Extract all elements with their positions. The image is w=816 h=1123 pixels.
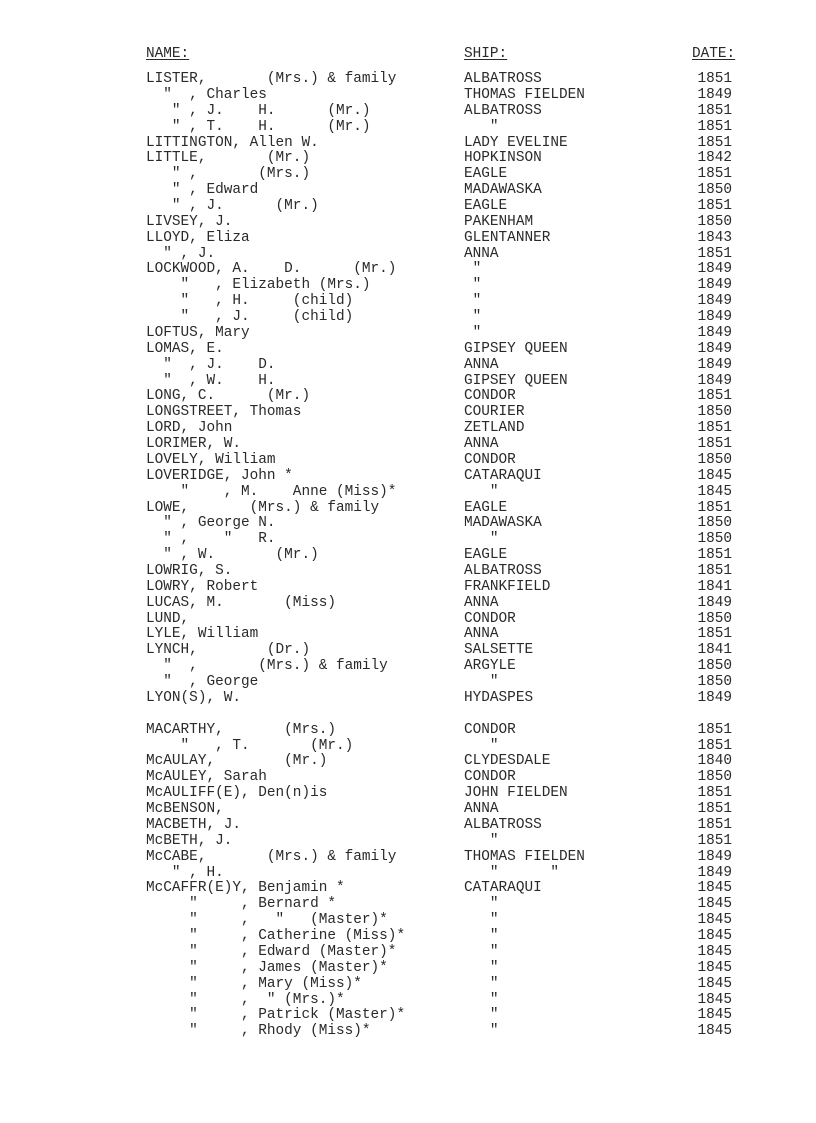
list-item — [0, 373, 816, 389]
list-item — [0, 992, 816, 1008]
ship-name: CATARAQUI — [464, 880, 542, 897]
ship-name: CATARAQUI — [464, 467, 542, 484]
ship-name: PAKENHAM — [464, 213, 534, 230]
arrival-date: 1851 — [697, 420, 732, 437]
arrival-date: 1849 — [697, 261, 732, 278]
list-item — [0, 436, 816, 452]
ship-name: EAGLE — [464, 166, 508, 183]
ship-name: ANNA — [464, 801, 499, 817]
passenger-name: " , Bernard * — [146, 896, 336, 913]
passenger-name: LORIMER, W. — [146, 436, 241, 452]
list-item — [0, 87, 816, 103]
arrival-date: 1849 — [697, 293, 732, 310]
ship-name: ZETLAND — [464, 420, 525, 437]
arrival-date: 1849 — [697, 848, 732, 865]
passenger-name: LOFTUS, Mary — [146, 324, 250, 341]
arrival-date: 1850 — [697, 404, 732, 421]
list-item — [0, 420, 816, 436]
ship-name: EAGLE — [464, 499, 508, 516]
arrival-date: 1849 — [697, 372, 732, 389]
list-item — [0, 928, 816, 944]
passenger-name: LIVSEY, J. — [146, 213, 233, 230]
ship-name: " — [464, 674, 499, 691]
ship-column-header: SHIP: — [464, 46, 508, 62]
list-item — [0, 277, 816, 293]
column-headers — [0, 46, 816, 62]
ship-name: ANNA — [464, 594, 499, 611]
ship-name: LADY EVELINE — [464, 134, 568, 151]
passenger-name: LOVERIDGE, John * — [146, 467, 293, 484]
ship-name: ANNA — [464, 356, 499, 373]
ship-name: HYDASPES — [464, 689, 534, 706]
ship-name: ANNA — [464, 436, 499, 452]
arrival-date: 1851 — [697, 721, 732, 738]
passenger-name: " , Rhody (Miss)* — [146, 1023, 371, 1040]
list-item — [0, 865, 816, 881]
passenger-name: LOMAS, E. — [146, 340, 224, 357]
passenger-name: " , M. Anne (Miss)* — [146, 483, 397, 500]
ship-name: " — [464, 832, 499, 849]
arrival-date: 1850 — [697, 674, 732, 691]
ship-name: " — [464, 975, 499, 992]
passenger-name: MACBETH, J. — [146, 816, 241, 833]
arrival-date: 1845 — [697, 943, 732, 960]
list-item — [0, 738, 816, 754]
arrival-date: 1842 — [697, 150, 732, 167]
list-item — [0, 626, 816, 642]
ship-name: MADAWASKA — [464, 515, 542, 532]
ship-name: ANNA — [464, 626, 499, 643]
list-item — [0, 976, 816, 992]
arrival-date: 1845 — [697, 975, 732, 992]
list-item — [0, 658, 816, 674]
arrival-date: 1849 — [697, 86, 732, 103]
ship-name: ANNA — [464, 245, 499, 262]
arrival-date: 1845 — [697, 880, 732, 897]
list-item — [0, 531, 816, 547]
arrival-date: 1849 — [697, 689, 732, 706]
passenger-name: " , Edward (Master)* — [146, 943, 397, 960]
list-item — [0, 357, 816, 373]
list-item — [0, 912, 816, 928]
list-item — [0, 642, 816, 658]
ship-name: EAGLE — [464, 547, 508, 564]
ship-name: " — [464, 531, 499, 548]
list-item — [0, 896, 816, 912]
arrival-date: 1851 — [697, 436, 732, 452]
list-item — [0, 182, 816, 198]
passenger-name: LOWE, (Mrs.) & family — [146, 499, 380, 516]
list-item — [0, 706, 816, 722]
passenger-name: " , " (Mrs.)* — [146, 991, 345, 1008]
list-item — [0, 309, 816, 325]
passenger-name: " , Catherine (Miss)* — [146, 928, 406, 944]
passenger-name: " , W. H. — [146, 372, 276, 389]
arrival-date: 1843 — [697, 229, 732, 246]
ship-name: " — [464, 928, 499, 944]
arrival-date: 1845 — [697, 991, 732, 1008]
list-item — [0, 500, 816, 516]
list-item — [0, 1023, 816, 1039]
list-item — [0, 325, 816, 341]
ship-name: " — [464, 1023, 499, 1040]
passenger-name: LISTER, (Mrs.) & family — [146, 71, 397, 87]
ship-name: " " — [464, 864, 559, 881]
passenger-name: " , Mary (Miss)* — [146, 975, 362, 992]
passenger-name: " , Edward — [146, 182, 259, 199]
passenger-name: LITTLE, (Mr.) — [146, 150, 311, 167]
ship-name: " — [464, 324, 482, 341]
passenger-name: MACARTHY, (Mrs.) — [146, 721, 336, 738]
ship-name: " — [464, 261, 482, 278]
ship-name: THOMAS FIELDEN — [464, 848, 585, 865]
arrival-date: 1851 — [697, 245, 732, 262]
arrival-date: 1850 — [697, 515, 732, 532]
ship-name: " — [464, 896, 499, 913]
list-item — [0, 261, 816, 277]
arrival-date: 1851 — [697, 626, 732, 643]
ship-name: COURIER — [464, 404, 525, 421]
ship-name: " — [464, 959, 499, 976]
ship-name: THOMAS FIELDEN — [464, 86, 585, 103]
passenger-name: " , (Mrs.) & family — [146, 658, 388, 675]
list-item — [0, 769, 816, 785]
passenger-name: " , " R. — [146, 531, 276, 548]
passenger-name: " , T. (Mr.) — [146, 737, 354, 754]
passenger-name: LOWRY, Robert — [146, 578, 259, 595]
list-item — [0, 785, 816, 801]
passenger-name: " , James (Master)* — [146, 959, 388, 976]
ship-name: GIPSEY QUEEN — [464, 340, 568, 357]
list-item — [0, 579, 816, 595]
ship-name: " — [464, 293, 482, 310]
passenger-name: LYNCH, (Dr.) — [146, 642, 311, 659]
arrival-date: 1849 — [697, 864, 732, 881]
ship-name: " — [464, 737, 499, 754]
list-item — [0, 944, 816, 960]
list-item — [0, 103, 816, 119]
arrival-date: 1845 — [697, 483, 732, 500]
passenger-name: LONGSTREET, Thomas — [146, 404, 302, 421]
list-item — [0, 484, 816, 500]
ship-name: MADAWASKA — [464, 182, 542, 199]
ship-name: ALBATROSS — [464, 816, 542, 833]
ship-name: CONDOR — [464, 610, 516, 627]
arrival-date: 1851 — [697, 816, 732, 833]
passenger-name: LOCKWOOD, A. D. (Mr.) — [146, 261, 397, 278]
passenger-name: " , Elizabeth (Mrs.) — [146, 277, 371, 294]
list-item — [0, 135, 816, 151]
passenger-name: " , H. — [146, 864, 224, 881]
ship-name: JOHN FIELDEN — [464, 785, 568, 802]
passenger-name: McBENSON, — [146, 801, 224, 817]
ship-name: CONDOR — [464, 451, 516, 468]
arrival-date: 1851 — [697, 801, 732, 817]
passenger-name: " , W. (Mr.) — [146, 547, 319, 564]
list-item — [0, 547, 816, 563]
list-item — [0, 515, 816, 531]
ship-name: " — [464, 483, 499, 500]
passenger-name: McAULAY, (Mr.) — [146, 753, 328, 770]
arrival-date: 1851 — [697, 71, 732, 87]
arrival-date: 1850 — [697, 182, 732, 199]
passenger-name: LUND, — [146, 610, 190, 627]
passenger-name: " , J. (child) — [146, 309, 354, 325]
list-item — [0, 563, 816, 579]
passenger-name: McAULIFF(E), Den(n)is — [146, 785, 328, 802]
list-item — [0, 388, 816, 404]
arrival-date: 1849 — [697, 594, 732, 611]
passenger-name: " , George — [146, 674, 259, 691]
ship-name: CONDOR — [464, 388, 516, 405]
ship-name: SALSETTE — [464, 642, 534, 659]
list-item — [0, 960, 816, 976]
ship-name: ARGYLE — [464, 658, 516, 675]
list-item — [0, 404, 816, 420]
passenger-name: LYON(S), W. — [146, 689, 241, 706]
arrival-date: 1841 — [697, 578, 732, 595]
list-item — [0, 293, 816, 309]
ship-name: EAGLE — [464, 198, 508, 214]
arrival-date: 1845 — [697, 467, 732, 484]
ship-name: " — [464, 943, 499, 960]
arrival-date: 1845 — [697, 1023, 732, 1040]
list-item — [0, 690, 816, 706]
passenger-name: LYLE, William — [146, 626, 259, 643]
ship-name: CONDOR — [464, 721, 516, 738]
ship-name: CLYDESDALE — [464, 753, 551, 770]
arrival-date: 1849 — [697, 340, 732, 357]
arrival-date: 1849 — [697, 324, 732, 341]
ship-name: " — [464, 309, 482, 325]
list-item — [0, 198, 816, 214]
list-item — [0, 722, 816, 738]
passenger-name: McCAFFR(E)Y, Benjamin * — [146, 880, 345, 897]
ship-name: GIPSEY QUEEN — [464, 372, 568, 389]
arrival-date: 1845 — [697, 1007, 732, 1024]
list-item — [0, 674, 816, 690]
ship-name: FRANKFIELD — [464, 578, 551, 595]
name-column-header: NAME: — [146, 46, 190, 62]
passenger-name: LONG, C. (Mr.) — [146, 388, 311, 405]
ship-name: GLENTANNER — [464, 229, 551, 246]
arrival-date: 1850 — [697, 213, 732, 230]
passenger-name: " , " (Master)* — [146, 912, 388, 929]
list-item — [0, 452, 816, 468]
arrival-date: 1849 — [697, 277, 732, 294]
arrival-date: 1851 — [697, 499, 732, 516]
arrival-date: 1845 — [697, 896, 732, 913]
list-item — [0, 611, 816, 627]
passenger-name: " , Charles — [146, 86, 267, 103]
ship-name: HOPKINSON — [464, 150, 542, 167]
arrival-date: 1851 — [697, 198, 732, 214]
arrival-date: 1851 — [697, 102, 732, 119]
list-item — [0, 246, 816, 262]
passenger-name: " , George N. — [146, 515, 276, 532]
list-item — [0, 801, 816, 817]
passenger-name: LLOYD, Eliza — [146, 229, 250, 246]
ship-name: " — [464, 118, 499, 135]
ship-name: " — [464, 912, 499, 929]
list-item — [0, 468, 816, 484]
passenger-name: LOWRIG, S. — [146, 563, 233, 579]
arrival-date: 1850 — [697, 658, 732, 675]
passenger-name: " , J. — [146, 245, 216, 262]
list-item — [0, 230, 816, 246]
arrival-date: 1851 — [697, 785, 732, 802]
arrival-date: 1840 — [697, 753, 732, 770]
passenger-name: LOVELY, William — [146, 451, 276, 468]
list-item — [0, 166, 816, 182]
arrival-date: 1851 — [697, 547, 732, 564]
list-item — [0, 880, 816, 896]
arrival-date: 1851 — [697, 737, 732, 754]
ship-name: " — [464, 277, 482, 294]
list-item — [0, 849, 816, 865]
arrival-date: 1850 — [697, 769, 732, 786]
arrival-date: 1849 — [697, 356, 732, 373]
arrival-date: 1850 — [697, 451, 732, 468]
list-item — [0, 71, 816, 87]
passenger-name: McBETH, J. — [146, 832, 233, 849]
list-item — [0, 341, 816, 357]
arrival-date: 1845 — [697, 912, 732, 929]
arrival-date: 1841 — [697, 642, 732, 659]
passenger-name: " , J. (Mr.) — [146, 198, 319, 214]
list-item — [0, 119, 816, 135]
passenger-name: LUCAS, M. (Miss) — [146, 594, 336, 611]
ship-name: ALBATROSS — [464, 563, 542, 579]
list-item — [0, 214, 816, 230]
date-column-header: DATE: — [692, 46, 736, 62]
arrival-date: 1849 — [697, 309, 732, 325]
list-item — [0, 595, 816, 611]
ship-name: ALBATROSS — [464, 71, 542, 87]
passenger-name: LORD, John — [146, 420, 233, 437]
ship-name: " — [464, 991, 499, 1008]
list-item — [0, 833, 816, 849]
list-item — [0, 150, 816, 166]
passenger-name: " , H. (child) — [146, 293, 354, 310]
list-item — [0, 817, 816, 833]
passenger-name: " , J. H. (Mr.) — [146, 102, 371, 119]
passenger-name: " , (Mrs.) — [146, 166, 311, 183]
passenger-name: McAULEY, Sarah — [146, 769, 267, 786]
passenger-name: LITTINGTON, Allen W. — [146, 134, 319, 151]
ship-name: CONDOR — [464, 769, 516, 786]
arrival-date: 1851 — [697, 832, 732, 849]
arrival-date: 1851 — [697, 134, 732, 151]
arrival-date: 1851 — [697, 388, 732, 405]
passenger-name: " , T. H. (Mr.) — [146, 118, 371, 135]
passenger-name: McCABE, (Mrs.) & family — [146, 848, 397, 865]
arrival-date: 1851 — [697, 166, 732, 183]
arrival-date: 1850 — [697, 610, 732, 627]
arrival-date: 1851 — [697, 118, 732, 135]
list-item — [0, 753, 816, 769]
ship-name: ALBATROSS — [464, 102, 542, 119]
passenger-name: " , J. D. — [146, 356, 276, 373]
arrival-date: 1850 — [697, 531, 732, 548]
list-item — [0, 1007, 816, 1023]
arrival-date: 1845 — [697, 959, 732, 976]
passenger-name: " , Patrick (Master)* — [146, 1007, 406, 1024]
arrival-date: 1845 — [697, 928, 732, 944]
ship-name: " — [464, 1007, 499, 1024]
arrival-date: 1851 — [697, 563, 732, 579]
